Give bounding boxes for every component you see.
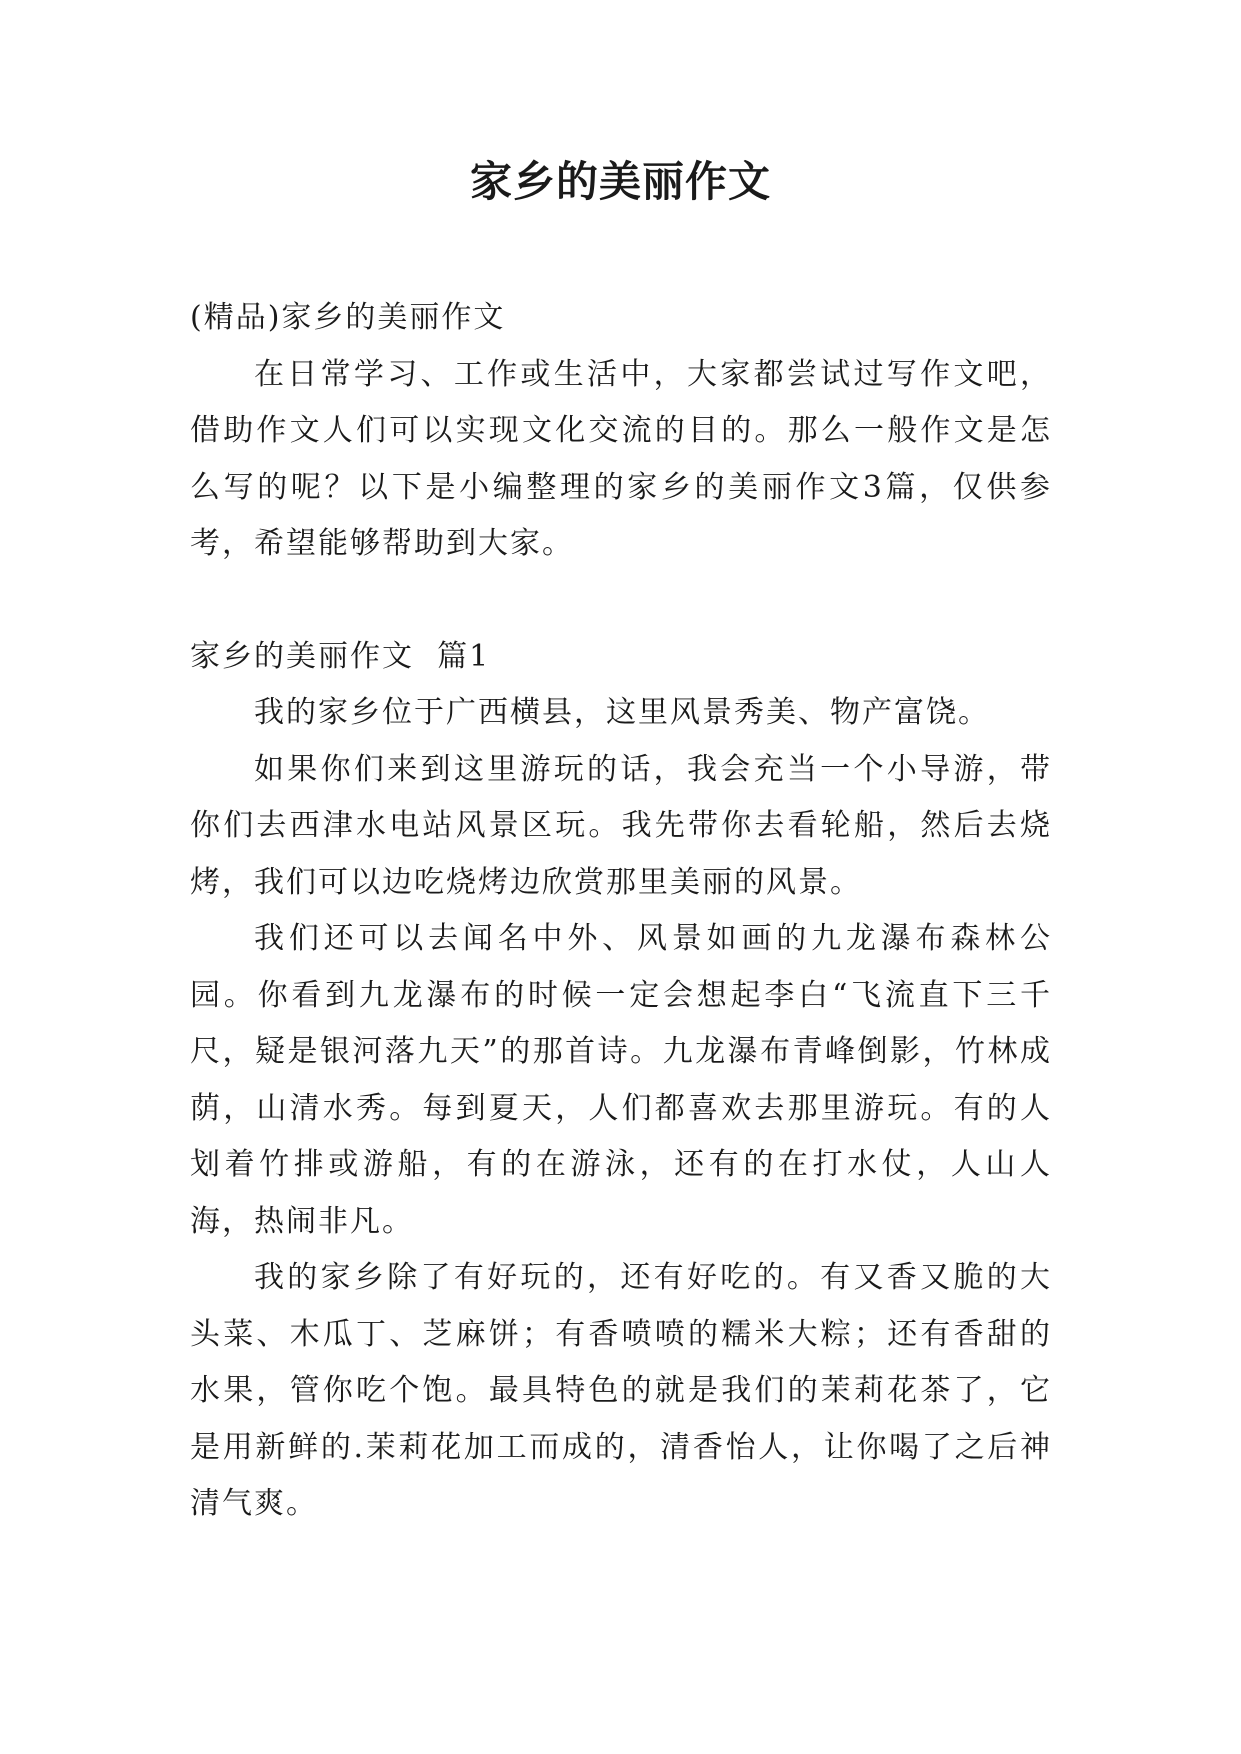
document-body <box>190 290 1052 1533</box>
body-paragraph: 我们还可以去闻名中外、风景如画的九龙瀑布森林公园。你看到九龙瀑布的时候一定会想起李白“飞流直下三千尺，疑是银河落九天”的那首诗。九龙瀑布青峰倒影，竹林成荫，山清水秀。每到夏天，人们都喜欢去那里游玩。有的人划着竹排或游船，有的在游泳，还有的在打水仗，人山人海，热闹非凡。 <box>190 921 1052 1239</box>
body-paragraph: 我的家乡除了有好玩的，还有好吃的。有又香又脆的大头菜、木瓜丁、芝麻饼；有香喷喷的糯米大粽；还有香甜的水果，管你吃个饱。最具特色的就是我们的茉莉花茶了，它是用新鲜的.茉莉花加工而成的，清香怡人，让你喝了之后神清气爽。 <box>190 1260 1052 1521</box>
section-spacer <box>190 573 1052 629</box>
body-paragraph: 我的家乡位于广西横县，这里风景秀美、物产富饶。 <box>254 695 990 730</box>
section-heading: 家乡的美丽作文 篇1 <box>190 638 491 674</box>
intro-paragraph: 在日常学习、工作或生活中，大家都尝试过写作文吧，借助作文人们可以实现文化交流的目的。那么一般作文是怎么写的呢？以下是小编整理的家乡的美丽作文3篇，仅供参考，希望能够帮助到大家。 <box>190 356 1052 561</box>
document-title: 家乡的美丽作文 <box>469 157 771 206</box>
document-subtitle: (精品)家乡的美丽作文 <box>190 300 506 335</box>
body-paragraph: 如果你们来到这里游玩的话，我会充当一个小导游，带你们去西津水电站风景区玩。我先带你去看轮船，然后去烧烤，我们可以边吃烧烤边欣赏那里美丽的风景。 <box>190 751 1052 900</box>
